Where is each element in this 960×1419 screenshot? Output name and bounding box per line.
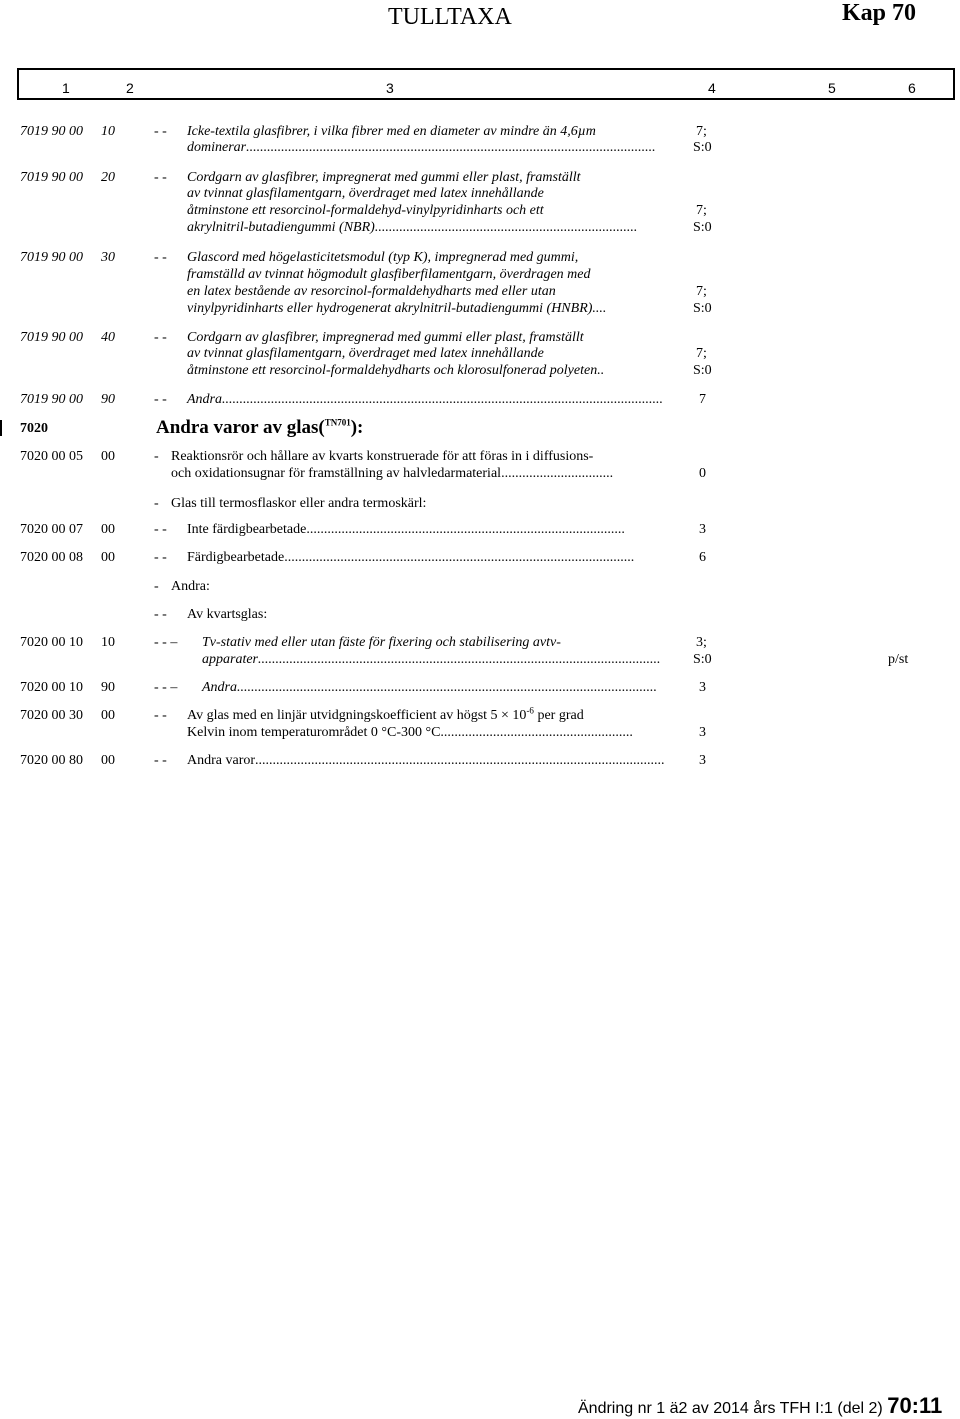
description-line: Andra: [171, 579, 210, 594]
duty-rate-secondary: S:0 [693, 140, 712, 155]
description-line: akrylnitril-butadiengummi (NBR)........................................................................... [187, 220, 638, 235]
description-line: Andra........................................................................................................................ [202, 680, 657, 695]
page-footer [578, 1393, 942, 1419]
indent-dash: - [154, 496, 159, 511]
description-line: dominerar..................................................................................................................... [187, 140, 656, 155]
description-line: Tv-stativ med eller utan fäste för fixering och stabilisering avtv- [202, 635, 561, 650]
cn-code: 7019 90 00 [20, 330, 83, 345]
column-header-3: 3 [386, 80, 394, 96]
column-header-row [17, 68, 955, 100]
indent-dash: - - – [154, 680, 178, 695]
sub-code: 00 [101, 550, 115, 565]
cn-code: 7019 90 00 [20, 250, 83, 265]
duty-rate: 7; [696, 203, 707, 218]
indent-dash: - - [154, 753, 167, 768]
indent-dash: - - [154, 522, 167, 537]
indent-dash: - - [154, 550, 167, 565]
description-line: åtminstone ett resorcinol-formaldehyd-vinylpyridinharts och ett [187, 203, 544, 218]
cn-code: 7020 00 10 [20, 680, 83, 695]
sub-code: 00 [101, 522, 115, 537]
description-line: Inte färdigbearbetade........................................................................................... [187, 522, 625, 537]
sub-code: 00 [101, 449, 115, 464]
description-line: vinylpyridinharts eller hydrogenerat akrylnitril-butadiengummi (HNBR).... [187, 301, 607, 316]
column-header-4: 4 [708, 80, 716, 96]
cn-code: 7020 00 08 [20, 550, 83, 565]
cn-code: 7020 00 30 [20, 708, 83, 723]
indent-dash: - [154, 579, 159, 594]
duty-rate: 3; [696, 635, 707, 650]
indent-dash: - - [154, 124, 167, 139]
description-line: Andra varor..................................................................................................................... [187, 753, 665, 768]
description-line: Andra.............................................................................................................................. [187, 392, 663, 407]
description-line: apparater................................................................................................................... [202, 652, 661, 667]
duty-rate: 3 [699, 680, 706, 695]
description-line: framställd av tvinnat högmodult glasfiberfilamentgarn, överdragen med [187, 267, 591, 282]
cn-code: 7020 00 05 [20, 449, 83, 464]
cn-code: 7019 90 00 [20, 124, 83, 139]
sub-code: 90 [101, 392, 115, 407]
duty-rate: 7; [696, 284, 707, 299]
description-line: av tvinnat glasfilamentgarn, överdraget med latex innehållande [187, 346, 544, 361]
description-line: åtminstone ett resorcinol-formaldehydharts och klorosulfonerad polyeten.. [187, 363, 605, 378]
indent-dash: - - [154, 392, 167, 407]
description-line: en latex bestående av resorcinol-formaldehydharts med eller utan [187, 284, 556, 299]
description-line: Av glas med en linjär utvidgningskoefficient av högst $5 \times 10^{-6}$ per grad [187, 705, 584, 723]
cn-code: 7019 90 00 [20, 392, 83, 407]
column-header-1: 1 [62, 80, 70, 96]
indent-dash: - - [154, 607, 167, 622]
indent-dash: - - [154, 330, 167, 345]
supplementary-unit: p/st [888, 652, 909, 667]
heading-title: Andra varor av glas($^{TN701}$): [156, 417, 364, 438]
column-header-2: 2 [126, 80, 134, 96]
duty-rate: 7; [696, 346, 707, 361]
duty-rate: 3 [699, 753, 706, 768]
description-line: Icke-textila glasfibrer, i vilka fibrer med en diameter av mindre än 4,6µm [187, 124, 596, 139]
heading-code: 7020 [20, 421, 48, 436]
sub-code: 10 [101, 635, 115, 650]
sub-code: 30 [101, 250, 115, 265]
column-header-6: 6 [908, 80, 916, 96]
duty-rate: 7; [696, 124, 707, 139]
sub-code: 90 [101, 680, 115, 695]
duty-rate-secondary: S:0 [693, 220, 712, 235]
sub-code: 20 [101, 170, 115, 185]
indent-dash: - - [154, 708, 167, 723]
duty-rate-secondary: S:0 [693, 363, 712, 378]
duty-rate: 3 [699, 725, 706, 740]
description-line: och oxidationsugnar för framställning av halvledarmaterial................................ [171, 466, 614, 481]
description-line: av tvinnat glasfilamentgarn, överdraget med latex innehållande [187, 186, 544, 201]
description-line: Färdigbearbetade.................................................................................................... [187, 550, 635, 565]
cn-code: 7020 00 80 [20, 753, 83, 768]
indent-dash: - - [154, 250, 167, 265]
sub-code: 10 [101, 124, 115, 139]
duty-rate: 3 [699, 522, 706, 537]
column-header-5: 5 [828, 80, 836, 96]
footer-text: Ändring nr 1 ä2 av 2014 års TFH I:1 (del 2) [578, 1400, 888, 1417]
description-line: Kelvin inom temperaturområdet 0 °C-300 °C....................................................... [187, 725, 633, 740]
duty-rate: 6 [699, 550, 706, 565]
indent-dash: - - [154, 170, 167, 185]
sub-code: 40 [101, 330, 115, 345]
description-line: Glascord med högelasticitetsmodul (typ K), impregnerad med gummi, [187, 250, 579, 265]
duty-rate-secondary: S:0 [693, 301, 712, 316]
description-line: Cordgarn av glasfibrer, impregnerat med gummi eller plast, framställt [187, 170, 581, 185]
description-line: Cordgarn av glasfibrer, impregnerad med gummi eller plast, framställt [187, 330, 584, 345]
indent-dash: - [154, 449, 159, 464]
page-number: 70:11 [887, 1393, 943, 1418]
description-line: Glas till termosflaskor eller andra termoskärl: [171, 496, 427, 511]
description-line: Reaktionsrör och hållare av kvarts konstruerade för att föras in i diffusions- [171, 449, 594, 464]
duty-rate: 0 [699, 466, 706, 481]
cn-code: 7020 00 10 [20, 635, 83, 650]
description-line: Av kvartsglas: [187, 607, 268, 622]
change-bar [0, 420, 2, 436]
document-title: TULLTAXA [388, 4, 512, 30]
cn-code: 7019 90 00 [20, 170, 83, 185]
cn-code: 7020 00 07 [20, 522, 83, 537]
indent-dash: - - – [154, 635, 178, 650]
chapter-label: Kap 70 [842, 0, 917, 26]
sub-code: 00 [101, 708, 115, 723]
duty-rate: 7 [699, 392, 706, 407]
duty-rate-secondary: S:0 [693, 652, 712, 667]
sub-code: 00 [101, 753, 115, 768]
